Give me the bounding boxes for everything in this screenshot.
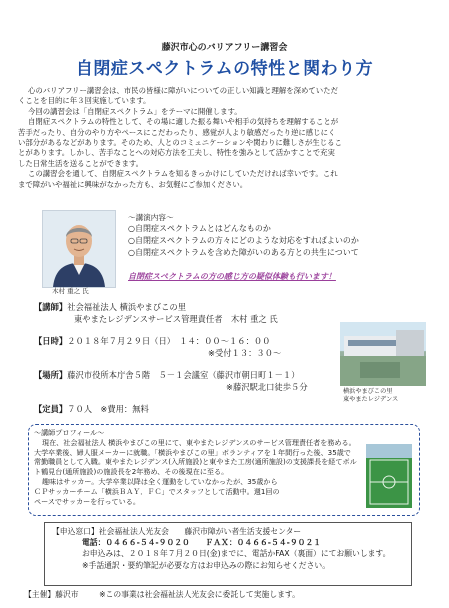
profile-line: 現在、社会福祉法人 横浜やまびこの里にて、東やまたレジデンスのサービス管理責任者を務める。 <box>42 437 356 447</box>
intro-line: い部分があるなどがあります。そのため、人とのコミュニケーションや関わりに難しさが生じるこ <box>18 138 342 148</box>
footer-note: ※この事業は社会福祉法人光友会に委託して実施します。 <box>99 590 300 599</box>
profile-line: ペースでサッカーを行っている。 <box>34 496 140 506</box>
lecturer-line: 東やまたレジデンスサービス管理責任者 木村 重之 氏 <box>74 314 278 324</box>
date-info <box>34 336 270 348</box>
place-label: 【場所】 <box>34 370 68 380</box>
lecturer-photo <box>42 210 116 288</box>
intro-line: 苦手だったり、自分のやり方やペースにこだわったり、感覚が人より敏感だったり逆に感じにく <box>18 127 336 137</box>
date-value: ２０１８年７月２９日（日） １４：００～１６：００ <box>67 336 271 346</box>
building-caption <box>343 388 398 404</box>
capacity-info <box>34 404 149 416</box>
apply-phone-fax: 電話：０４６６-５４-９０２０ ＦＡＸ：０４６６-５４-９０２１ <box>82 538 322 548</box>
application-text <box>52 526 390 571</box>
contents-item: ○自閉症スペクトラムの方々にどのような対応をすればよいのか <box>128 236 359 245</box>
organizer-heading: 藤沢市心のバリアフリー講習会 <box>161 43 288 53</box>
capacity-value: ７０人 ※費用：無料 <box>67 404 149 414</box>
lecturer-info <box>34 302 186 314</box>
place-value: 藤沢市役所本庁舎５階 ５－１会議室（藤沢市朝日町１－１） <box>67 370 300 380</box>
footer-host: 【主催】藤沢市 <box>24 590 79 599</box>
intro-line: 自閉症スペクトラムの特性として、その場に適した振る舞いや相手の気持ちを理解することが <box>28 117 339 127</box>
contents-item: ○自閉症スペクトラムを含めた障がいのある方との共生について <box>128 248 359 257</box>
profile-heading: ～講師プロフィール～ <box>34 428 105 437</box>
profile-line: 大学卒業後、婦人服メーカーに就職。「横浜やまびこの里」ボランティアを１年間行った後、35歳で <box>34 447 351 457</box>
intro-line: とがあります。しかし、苦手なことへの対応方法を工夫し、特性を強みとして活かすことで充実 <box>18 148 335 158</box>
footer <box>24 589 300 600</box>
access-info: ※藤沢駅北口徒歩５分 <box>226 382 308 392</box>
profile-line: 趣味はサッカー。大学卒業以降は全く運動をしていなかったが、35歳から <box>42 476 278 486</box>
soccer-field-photo <box>366 444 412 508</box>
building-caption-line: 横浜やまびこの里 <box>343 388 393 395</box>
intro-line: くことを目的に年３回実施しています。 <box>18 96 151 106</box>
intro-line: した日常生活を送ることができます。 <box>18 158 144 168</box>
place-info <box>34 370 300 382</box>
apply-line: ※手話通訳・要約筆記が必要な方はお申込みの際にお知らせください。 <box>82 560 330 570</box>
intro-line: 心のバリアフリー講習会は、市民の皆様に障がいについての正しい知識と理解を深めていただ <box>28 86 338 95</box>
intro-text <box>18 86 434 190</box>
reception-time: ※受付１３：３０～ <box>208 348 282 358</box>
building-caption-line: 東やまたレジデンス <box>343 396 399 403</box>
simulation-banner: 自閉症スペクトラムの方の感じ方の疑似体験も行います！ <box>128 272 336 281</box>
contents-heading: ～講演内容～ <box>128 213 174 222</box>
capacity-label: 【定員】 <box>34 404 68 414</box>
page-title: 自閉症スペクトラムの特性と関わり方 <box>75 59 374 79</box>
profile-text <box>34 428 364 506</box>
profile-line: ＣＰサッカーチーム「横浜ＢＡＹ．ＦＣ」でスタッフとして活動中。週1回の <box>34 486 280 496</box>
intro-line: この講習会を通して、自閉症スペクトラムを知るきっかけにしていただければ幸いです。これ <box>28 169 338 179</box>
profile-line: 常勤職員として入職。東やまたレジデンス(入所施設)と東やまた工房(通所施設)の支援課長を経てボル <box>34 457 357 467</box>
intro-line: 今回の講習会は「自閉症スペクトラム」をテーマに開催します。 <box>28 106 242 116</box>
photo-caption: 木村 重之 氏 <box>52 287 89 295</box>
date-label: 【日時】 <box>34 336 68 346</box>
lecture-contents <box>128 212 359 259</box>
apply-line: お申込みは、２０１８年７月２０日(金)までに、電話かFAX（裏面）にてお願いします。 <box>82 549 391 559</box>
building-photo <box>340 322 426 386</box>
contents-item: ○自閉症スペクトラムとはどんなものか <box>128 224 271 233</box>
intro-line: まで障がいや福祉に興味がなかった方も、お気軽にご参加ください。 <box>18 179 248 189</box>
lecturer-line: 社会福祉法人 横浜やまびこの里 <box>67 302 186 312</box>
lecturer-label: 【講師】 <box>34 302 68 312</box>
profile-line: ト鶴見台(通所施設)の施設長を2年務め、その後現在に至る。 <box>34 467 229 477</box>
apply-line: 【申込窓口】社会福祉法人光友会 藤沢市障がい者生活支援センター <box>52 527 302 536</box>
